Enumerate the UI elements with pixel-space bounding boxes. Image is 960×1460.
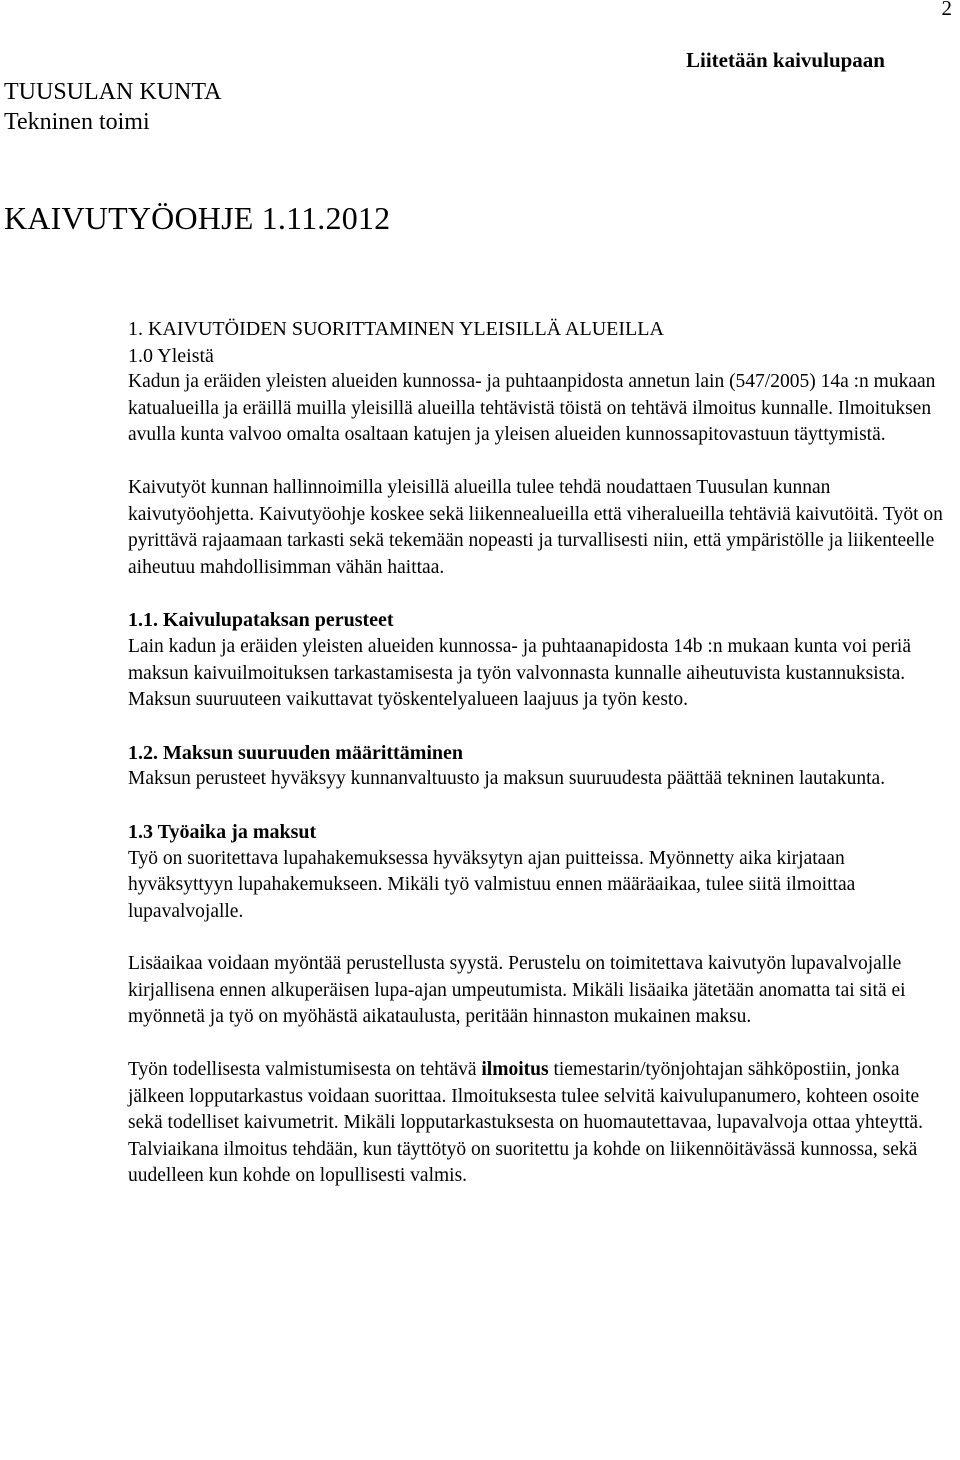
- sub-heading-general: 1.0 Yleistä: [128, 344, 214, 367]
- page-number: 2: [941, 0, 952, 20]
- paragraph-general-2: Kaivutyöt kunnan hallinnoimilla yleisillä alueilla tulee tehdä noudattaen Tuusulan kunnan kaivutyöohjetta. Kaivutyöohje koskee sekä liikennealueilla että viheralueilla tehtäviä kaivutöitä. Työt on pyrittävä rajaamaan tarkasti sekä tekemään nopeasti ja turvallisesti niin, että ympäristölle ja liikenteelle aiheutuu mahdollisimman vähän haittaa.: [128, 476, 943, 578]
- document-body: [128, 316, 954, 1190]
- paragraph-1-3b: Lisäaikaa voidaan myöntää perustellusta syystä. Perustelu on toimitettava kaivutyön lupavalvojalle kirjallisena ennen alkuperäisen lupa-ajan umpeutumista. Mikäli lisäaika jätetään anomatta tai sitä ei myönnetä ja työ on myöhästä aikataulusta, peritään hinnaston mukainen maksu.: [128, 953, 906, 1028]
- heading-1-2: 1.2. Maksun suuruuden määrittäminen: [128, 741, 464, 764]
- paragraph-1-1: Lain kadun ja eräiden yleisten alueiden kunnossa- ja puhtaanapidosta 14b :n mukaan kunta voi periä maksun kaivuilmoituksen tarkastamisesta ja työn valvonnasta kunnalle aiheutuvista kustannuksista. Maksun suuruuteen vaikuttavat työskentelyalueen laajuus ja työn kesto.: [128, 635, 912, 711]
- organization-name: TUUSULAN KUNTA: [4, 79, 222, 105]
- attached-note: Liitetään kaivulupaan: [686, 48, 885, 72]
- emphasis-ilmoitus: ilmoitus: [481, 1059, 549, 1081]
- heading-1-3: 1.3 Työaika ja maksut: [128, 820, 317, 843]
- section-heading: 1. KAIVUTÖIDEN SUORITTAMINEN YLEISILLÄ ALUEILLA: [128, 318, 664, 340]
- paragraph-1-3c-start: Työn todellisesta valmistumisesta on tehtävä: [128, 1059, 482, 1081]
- paragraph-1-3a: Työ on suoritettava lupahakemuksessa hyväksytyn ajan puitteissa. Myönnetty aika kirjataan hyväksyttyyn lupahakemukseen. Mikäli työ valmistuu ennen määräaikaa, tulee siitä ilmoittaa lupavalvojalle.: [128, 847, 856, 922]
- document-title: KAIVUTYÖOHJE 1.11.2012: [4, 200, 391, 236]
- department-name: Tekninen toimi: [4, 109, 150, 135]
- paragraph-general-1: Kadun ja eräiden yleisten alueiden kunnossa- ja puhtaanpidosta annetun lain (547/2005) 14a :n mukaan katualueilla ja eräillä muilla yleisillä alueilla tehtävistä töistä on tehtävä ilmoitus kunnalle. Ilmoituksen avulla kunta valvoo omalta osaltaan katujen ja yleisen alueiden kunnossapitovastuun täyttymistä.: [128, 371, 936, 446]
- organization-block: [4, 77, 221, 137]
- heading-1-1: 1.1. Kaivulupataksan perusteet: [128, 609, 394, 632]
- paragraph-1-3c: [128, 1057, 954, 1190]
- paragraph-1-3c-end: tiemestarin/työnjohtajan sähköpostiin, jonka jälkeen lopputarkastus voidaan suorittaa. Ilmoituksesta tulee selvitä kaivulupanumero, kohteen osoite sekä todelliset kaivumetrit. Mikäli lopputarkastuksesta on huomautettavaa, lupavalvoja ottaa yhteyttä. Talviaikana ilmoitus tehdään, kun täyttötyö on suoritettu ja kohde on liikennöitävässä kunnossa, sekä uudelleen kun kohde on lopullisesti valmis.: [128, 1059, 923, 1187]
- paragraph-1-2: Maksun perusteet hyväksyy kunnanvaltuusto ja maksun suuruudesta päättää tekninen lautakunta.: [128, 768, 886, 790]
